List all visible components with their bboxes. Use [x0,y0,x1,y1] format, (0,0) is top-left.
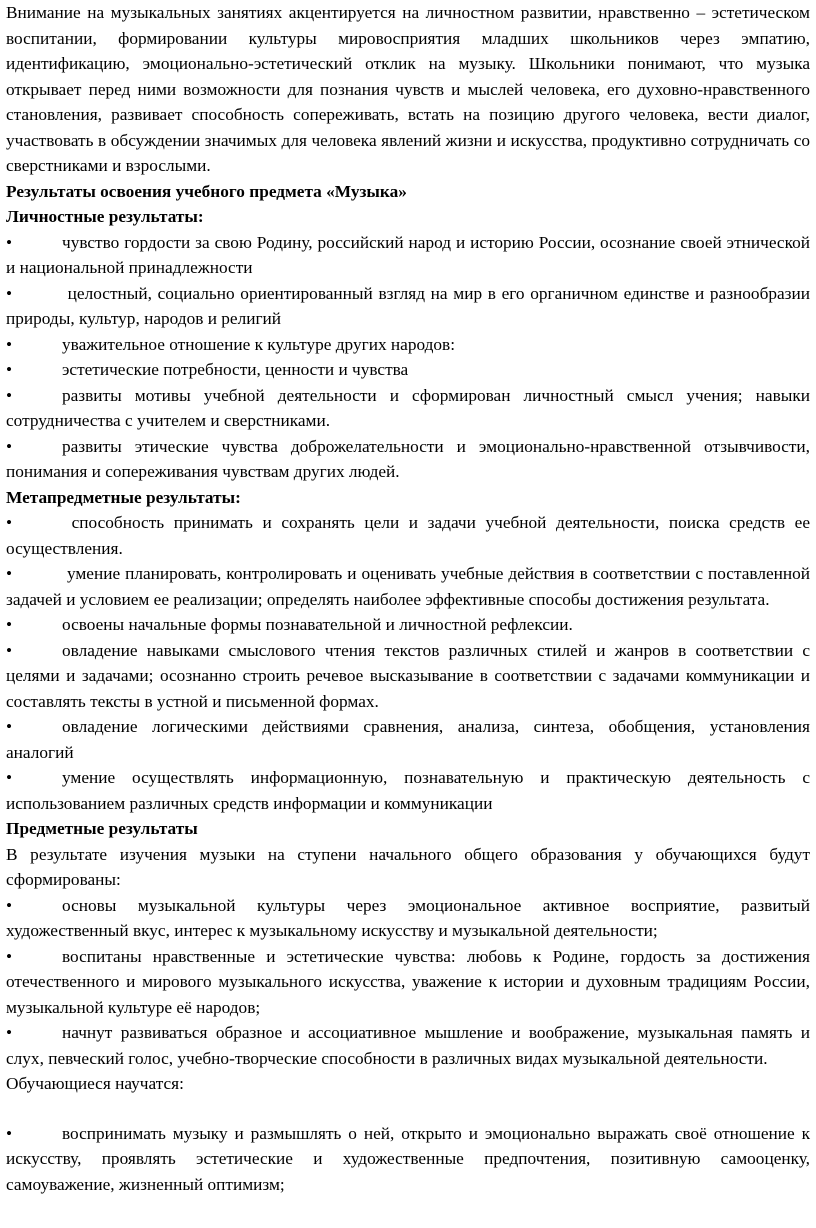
section-heading-results: Результаты освоения учебного предмета «Музыка» [6,181,407,201]
list-item [6,383,810,434]
section-heading-personal: Личностные результаты: [6,207,204,226]
list-item-text: овладение логическими действиями сравнения, анализа, синтеза, обобщения, установления аналогий [6,717,810,762]
list-item-text: чувство гордости за свою Родину, российский народ и историю России, осознание своей этнической и национальной принадлежности [6,232,810,277]
bullet-icon: • [6,436,13,456]
list-item-text: эстетические потребности, ценности и чувства [62,360,409,379]
bullet-icon: • [6,334,13,354]
list-item [6,714,810,765]
bullet-icon: • [6,1023,13,1042]
list-item-text: умение осуществлять информационную, познавательную и практическую деятельность с использованием различных средств информации и коммуникации [6,768,810,813]
bullet-icon: • [6,564,13,583]
list-item [6,638,810,715]
bullet-icon: • [6,895,13,915]
bullet-icon: • [6,1123,13,1143]
list-item-text: развиты этические чувства доброжелательности и эмоционально-нравственной отзывчивости, понимания и сопереживания чувствам других людей. [6,436,810,481]
list-item [6,230,810,281]
list-item-text: освоены начальные формы познавательной и личностной рефлексии. [62,615,573,634]
list-item-text: воспринимать музыку и размышлять о ней, открыто и эмоционально выражать своё отношение к искусству, проявлять эстетические и художественные предпочтения, позитивную самооценку, самоуважение, жизненный оптимизм; [6,1123,810,1194]
list-item [6,332,810,358]
list-item-text: овладение навыками смыслового чтения текстов различных стилей и жанров в соответствии с целями и задачами; осознанно строить речевое высказывание в соответствии с задачами коммуникации и составлять тексты в устной и письменной формах. [6,640,810,711]
bullet-icon: • [6,283,13,303]
list-item [6,1121,810,1198]
subject-intro: В результате изучения музыки на ступени начального общего образования у обучающихся будут сформированы: [6,844,810,889]
learners-heading: Обучающиеся научатся: [6,1074,184,1093]
section-heading-meta: Метапредметные результаты: [6,487,241,507]
list-item [6,434,810,485]
section-heading-subject: Предметные результаты [6,819,198,838]
list-item [6,357,810,383]
intro-paragraph: Внимание на музыкальных занятиях акцентируется на личностном развитии, нравственно – эстетическом воспитании, формировании культуры мировосприятия младших школьников через эмпатию, идентификацию, эмоционально-эстетический отклик на музыку. Школьники понимают, что музыка открывает перед ними возможности для познания чувств и мыслей человека, его духовно-нравственного становления, развивает способность сопереживать, встать на позицию другого человека, вести диалог, участвовать в обсуждении значимых для человека явлений жизни и искусства, продуктивно сотрудничать со сверстниками и взрослыми. [6,3,810,175]
bullet-icon: • [6,385,13,405]
list-item [6,765,810,816]
bullet-icon: • [6,513,13,532]
bullet-icon: • [6,232,13,252]
list-item [6,281,810,332]
bullet-icon: • [6,768,13,787]
list-item-text: уважительное отношение к культуре других народов: [62,334,455,354]
list-item-text: начнут развиваться образное и ассоциативное мышление и воображение, музыкальная память и слух, певческий голос, учебно-творческие способности в различных видах музыкальной деятельности. [6,1023,810,1068]
list-item-text: основы музыкальной культуры через эмоциональное активное восприятие, развитый художественный вкус, интерес к музыкальному искусству и музыкальной деятельности; [6,895,810,940]
list-item-text: умение планировать, контролировать и оценивать учебные действия в соответствии с поставленной задачей и условием ее реализации; определять наиболее эффективные способы достижения результата. [6,564,810,609]
list-item-text: целостный, социально ориентированный взгляд на мир в его органичном единстве и разнообразии природы, культур, народов и религий [6,283,810,328]
bullet-icon: • [6,615,13,634]
list-item [6,1020,810,1071]
bullet-icon: • [6,640,13,660]
list-item [6,893,810,944]
list-item [6,612,810,638]
bullet-icon: • [6,717,13,736]
list-item [6,510,810,561]
bullet-icon: • [6,946,13,966]
list-item-text: способность принимать и сохранять цели и задачи учебной деятельности, поиска средств ее осуществления. [6,513,810,558]
bullet-icon: • [6,360,13,379]
list-item-text: воспитаны нравственные и эстетические чувства: любовь к Родине, гордость за достижения отечественного и мирового музыкального искусства, уважение к истории и духовным традициям России, музыкальной культуре её народов; [6,946,810,1017]
list-item [6,944,810,1021]
list-item-text: развиты мотивы учебной деятельности и сформирован личностный смысл учения; навыки сотрудничества с учителем и сверстниками. [6,385,810,430]
list-item [6,561,810,612]
spacer [6,1097,810,1121]
